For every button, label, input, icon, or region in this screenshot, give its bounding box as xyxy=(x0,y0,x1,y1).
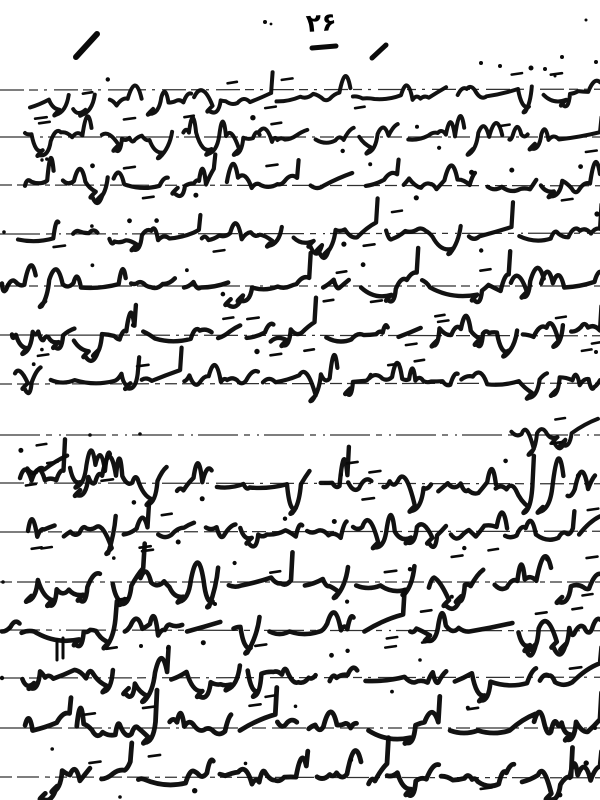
diacritic-dot xyxy=(106,77,110,81)
ink-speck xyxy=(0,676,4,680)
diacritic-dot xyxy=(154,218,159,223)
diacritic-dot xyxy=(462,546,466,550)
diacritic-dash xyxy=(369,471,380,473)
ink-speck xyxy=(585,19,588,22)
diacritic-dash xyxy=(536,612,547,614)
ink-mark xyxy=(312,46,336,48)
diacritic-dot xyxy=(294,705,298,709)
diacritic-dash xyxy=(489,549,499,551)
diacritic-dot xyxy=(450,595,454,599)
diacritic-dash xyxy=(364,244,375,246)
handwritten-line-1 xyxy=(30,72,600,115)
diacritic-dash xyxy=(512,73,522,75)
diacritic-dot xyxy=(254,349,259,354)
diacritic-dash xyxy=(255,644,266,646)
diacritic-dot xyxy=(40,158,43,161)
ink-speck xyxy=(560,55,564,59)
diacritic-dot xyxy=(341,149,345,153)
diacritic-dot xyxy=(332,519,337,524)
diacritic-dash xyxy=(562,199,573,201)
ink-speck xyxy=(88,433,92,437)
ink-speck xyxy=(554,75,557,78)
handwritten-line-13 xyxy=(2,590,600,656)
diacritic-dot xyxy=(91,263,95,267)
handwritten-line-16 xyxy=(40,738,600,800)
ink-speck xyxy=(270,23,273,26)
ink-speck xyxy=(543,67,547,71)
handwritten-line-8 xyxy=(511,419,598,455)
diacritic-dot xyxy=(90,224,94,228)
diacritic-dot xyxy=(479,248,483,252)
diacritic-dash xyxy=(37,444,47,446)
diacritic-dash xyxy=(39,122,50,124)
diacritic-dot xyxy=(32,362,36,366)
handwritten-line-11 xyxy=(28,504,600,554)
diacritic-dot xyxy=(415,125,419,129)
diacritic-dot xyxy=(132,500,137,505)
diacritic-dash xyxy=(124,118,135,120)
diacritic-dash xyxy=(355,107,365,109)
diacritic-dash xyxy=(551,73,562,75)
diacritic-dash xyxy=(435,315,444,317)
diacritic-dash xyxy=(587,557,598,559)
diacritic-dot xyxy=(131,323,136,328)
diacritic-dash xyxy=(83,92,92,94)
diacritic-dash xyxy=(385,571,397,573)
diacritic-dot xyxy=(201,640,206,645)
diacritic-dash xyxy=(267,165,278,167)
diacritic-dot xyxy=(112,556,116,560)
diacritic-dash xyxy=(371,300,382,302)
ink-speck xyxy=(1,580,5,584)
diacritic-dot xyxy=(361,262,366,267)
diacritic-dash xyxy=(89,762,100,764)
diacritic-dash xyxy=(38,354,48,356)
diacritic-dot xyxy=(341,242,346,247)
ink-speck xyxy=(479,61,483,65)
diacritic-dot xyxy=(469,170,474,175)
diacritic-dot xyxy=(329,653,334,658)
handwritten-line-15 xyxy=(25,688,600,744)
diacritic-dot xyxy=(345,649,349,653)
diacritic-dot xyxy=(466,706,470,710)
diacritic-dash xyxy=(570,667,581,669)
diacritic-dot xyxy=(578,164,583,169)
diacritic-dot xyxy=(408,567,412,571)
diacritic-dash xyxy=(118,598,127,600)
diacritic-dot xyxy=(213,602,217,606)
diacritic-dash xyxy=(271,354,282,356)
ink-mark xyxy=(76,34,97,57)
diacritic-dash xyxy=(406,344,417,346)
diacritic-dot xyxy=(345,600,349,604)
diacritic-dash xyxy=(272,123,282,125)
diacritic-dash xyxy=(499,125,509,127)
ink-speck xyxy=(558,793,563,798)
handwritten-line-12 xyxy=(26,544,600,609)
diacritic-dash xyxy=(438,320,448,322)
diacritic-dot xyxy=(233,561,237,565)
diacritic-dot xyxy=(50,747,54,751)
diacritic-dot xyxy=(349,758,354,763)
diacritic-dot xyxy=(127,218,132,223)
diacritic-dot xyxy=(221,292,226,297)
diacritic-dot xyxy=(437,146,441,150)
diacritic-dot xyxy=(18,448,23,453)
ink-speck xyxy=(498,64,502,68)
ruled-line xyxy=(0,677,600,678)
ink-speck xyxy=(118,795,122,799)
ink-speck xyxy=(529,66,534,71)
diacritic-dash xyxy=(223,317,233,319)
ink-speck xyxy=(6,283,10,287)
diacritic-dash xyxy=(387,637,397,639)
diacritic-dash xyxy=(588,509,599,511)
handwritten-line-14 xyxy=(22,647,600,702)
diacritic-dash xyxy=(282,78,293,80)
diacritic-dash xyxy=(480,269,490,271)
diacritic-dash xyxy=(337,271,347,273)
diacritic-dash xyxy=(421,610,431,612)
diacritic-dash xyxy=(556,317,566,319)
diacritic-dash xyxy=(452,555,463,557)
diacritic-dash xyxy=(583,594,593,596)
diacritic-dash xyxy=(481,787,492,789)
diacritic-dash xyxy=(228,82,237,84)
diacritic-dot xyxy=(192,788,197,793)
diacritic-dot xyxy=(40,348,44,352)
diacritic-dash xyxy=(102,479,114,481)
ink-speck xyxy=(594,350,598,354)
diacritic-dot xyxy=(90,163,95,168)
diacritic-dot xyxy=(244,762,248,766)
diacritic-dash xyxy=(385,646,396,648)
diacritic-dash xyxy=(107,647,117,649)
diacritic-dash xyxy=(551,442,562,444)
diacritic-dash xyxy=(35,117,47,119)
diacritic-dash xyxy=(137,365,148,367)
diacritic-dash xyxy=(324,300,334,302)
diacritic-dash xyxy=(266,695,275,697)
diacritic-dash xyxy=(392,211,402,213)
diacritic-dash xyxy=(265,107,276,109)
diacritic-dot xyxy=(250,115,255,120)
diacritic-dash xyxy=(247,318,258,320)
ink-speck xyxy=(138,432,142,436)
diacritic-dash xyxy=(83,713,95,715)
page-number: ۲۶ xyxy=(305,6,338,39)
diacritic-dot xyxy=(139,644,143,648)
diacritic-dot xyxy=(584,760,589,765)
diacritic-dot xyxy=(176,540,181,545)
ink-speck xyxy=(2,230,6,234)
diacritic-dash xyxy=(47,462,58,464)
diacritic-dash xyxy=(143,197,154,199)
diacritic-dash xyxy=(54,246,65,248)
diacritic-dash xyxy=(124,167,135,169)
diacritic-dash xyxy=(388,364,399,366)
diacritic-dot xyxy=(368,162,372,166)
ink-mark xyxy=(372,45,386,58)
handwritten-line-10 xyxy=(20,439,595,514)
ink-speck xyxy=(593,726,597,730)
diacritic-dot xyxy=(193,193,198,198)
diacritic-dot xyxy=(576,473,581,478)
diacritic-dash xyxy=(304,349,314,351)
diacritic-dot xyxy=(390,690,394,694)
diacritic-dot xyxy=(414,195,419,200)
diacritic-dash xyxy=(363,498,375,500)
diacritic-dash xyxy=(555,418,565,420)
diacritic-dot xyxy=(509,168,514,173)
diacritic-dash xyxy=(422,641,432,643)
diacritic-dash xyxy=(143,707,155,709)
ink-speck xyxy=(263,20,267,24)
diacritic-dash xyxy=(572,608,582,610)
diacritic-dot xyxy=(503,459,508,464)
diacritic-dot xyxy=(283,517,287,521)
handwritten-line-5 xyxy=(2,248,600,307)
diacritic-dash xyxy=(214,250,225,252)
ink-speck xyxy=(418,658,422,662)
diacritic-dash xyxy=(26,484,36,486)
ink-speck xyxy=(298,760,302,764)
diacritic-dot xyxy=(45,157,48,160)
diacritic-dash xyxy=(592,342,600,344)
handwritten-line-3 xyxy=(25,155,600,204)
diacritic-dot xyxy=(200,496,205,501)
ink-speck xyxy=(594,211,599,216)
handwritten-line-7 xyxy=(15,348,600,402)
ink-speck xyxy=(8,626,12,630)
diacritic-dot xyxy=(545,557,549,561)
diacritic-dash xyxy=(347,462,358,464)
diacritic-dot xyxy=(185,268,189,272)
diacritic-dash xyxy=(582,349,592,351)
diacritic-dash xyxy=(250,704,261,706)
diacritic-dash xyxy=(149,755,160,757)
diacritic-dot xyxy=(339,473,343,477)
diacritic-dash xyxy=(270,571,280,573)
diacritic-dash xyxy=(162,514,172,516)
ink-speck xyxy=(594,60,598,64)
handwritten-line-4 xyxy=(18,198,600,258)
diacritic-dash xyxy=(415,360,424,362)
diacritic-dash xyxy=(586,151,597,153)
ruled-line xyxy=(0,777,600,778)
diacritic-dash xyxy=(41,547,52,549)
